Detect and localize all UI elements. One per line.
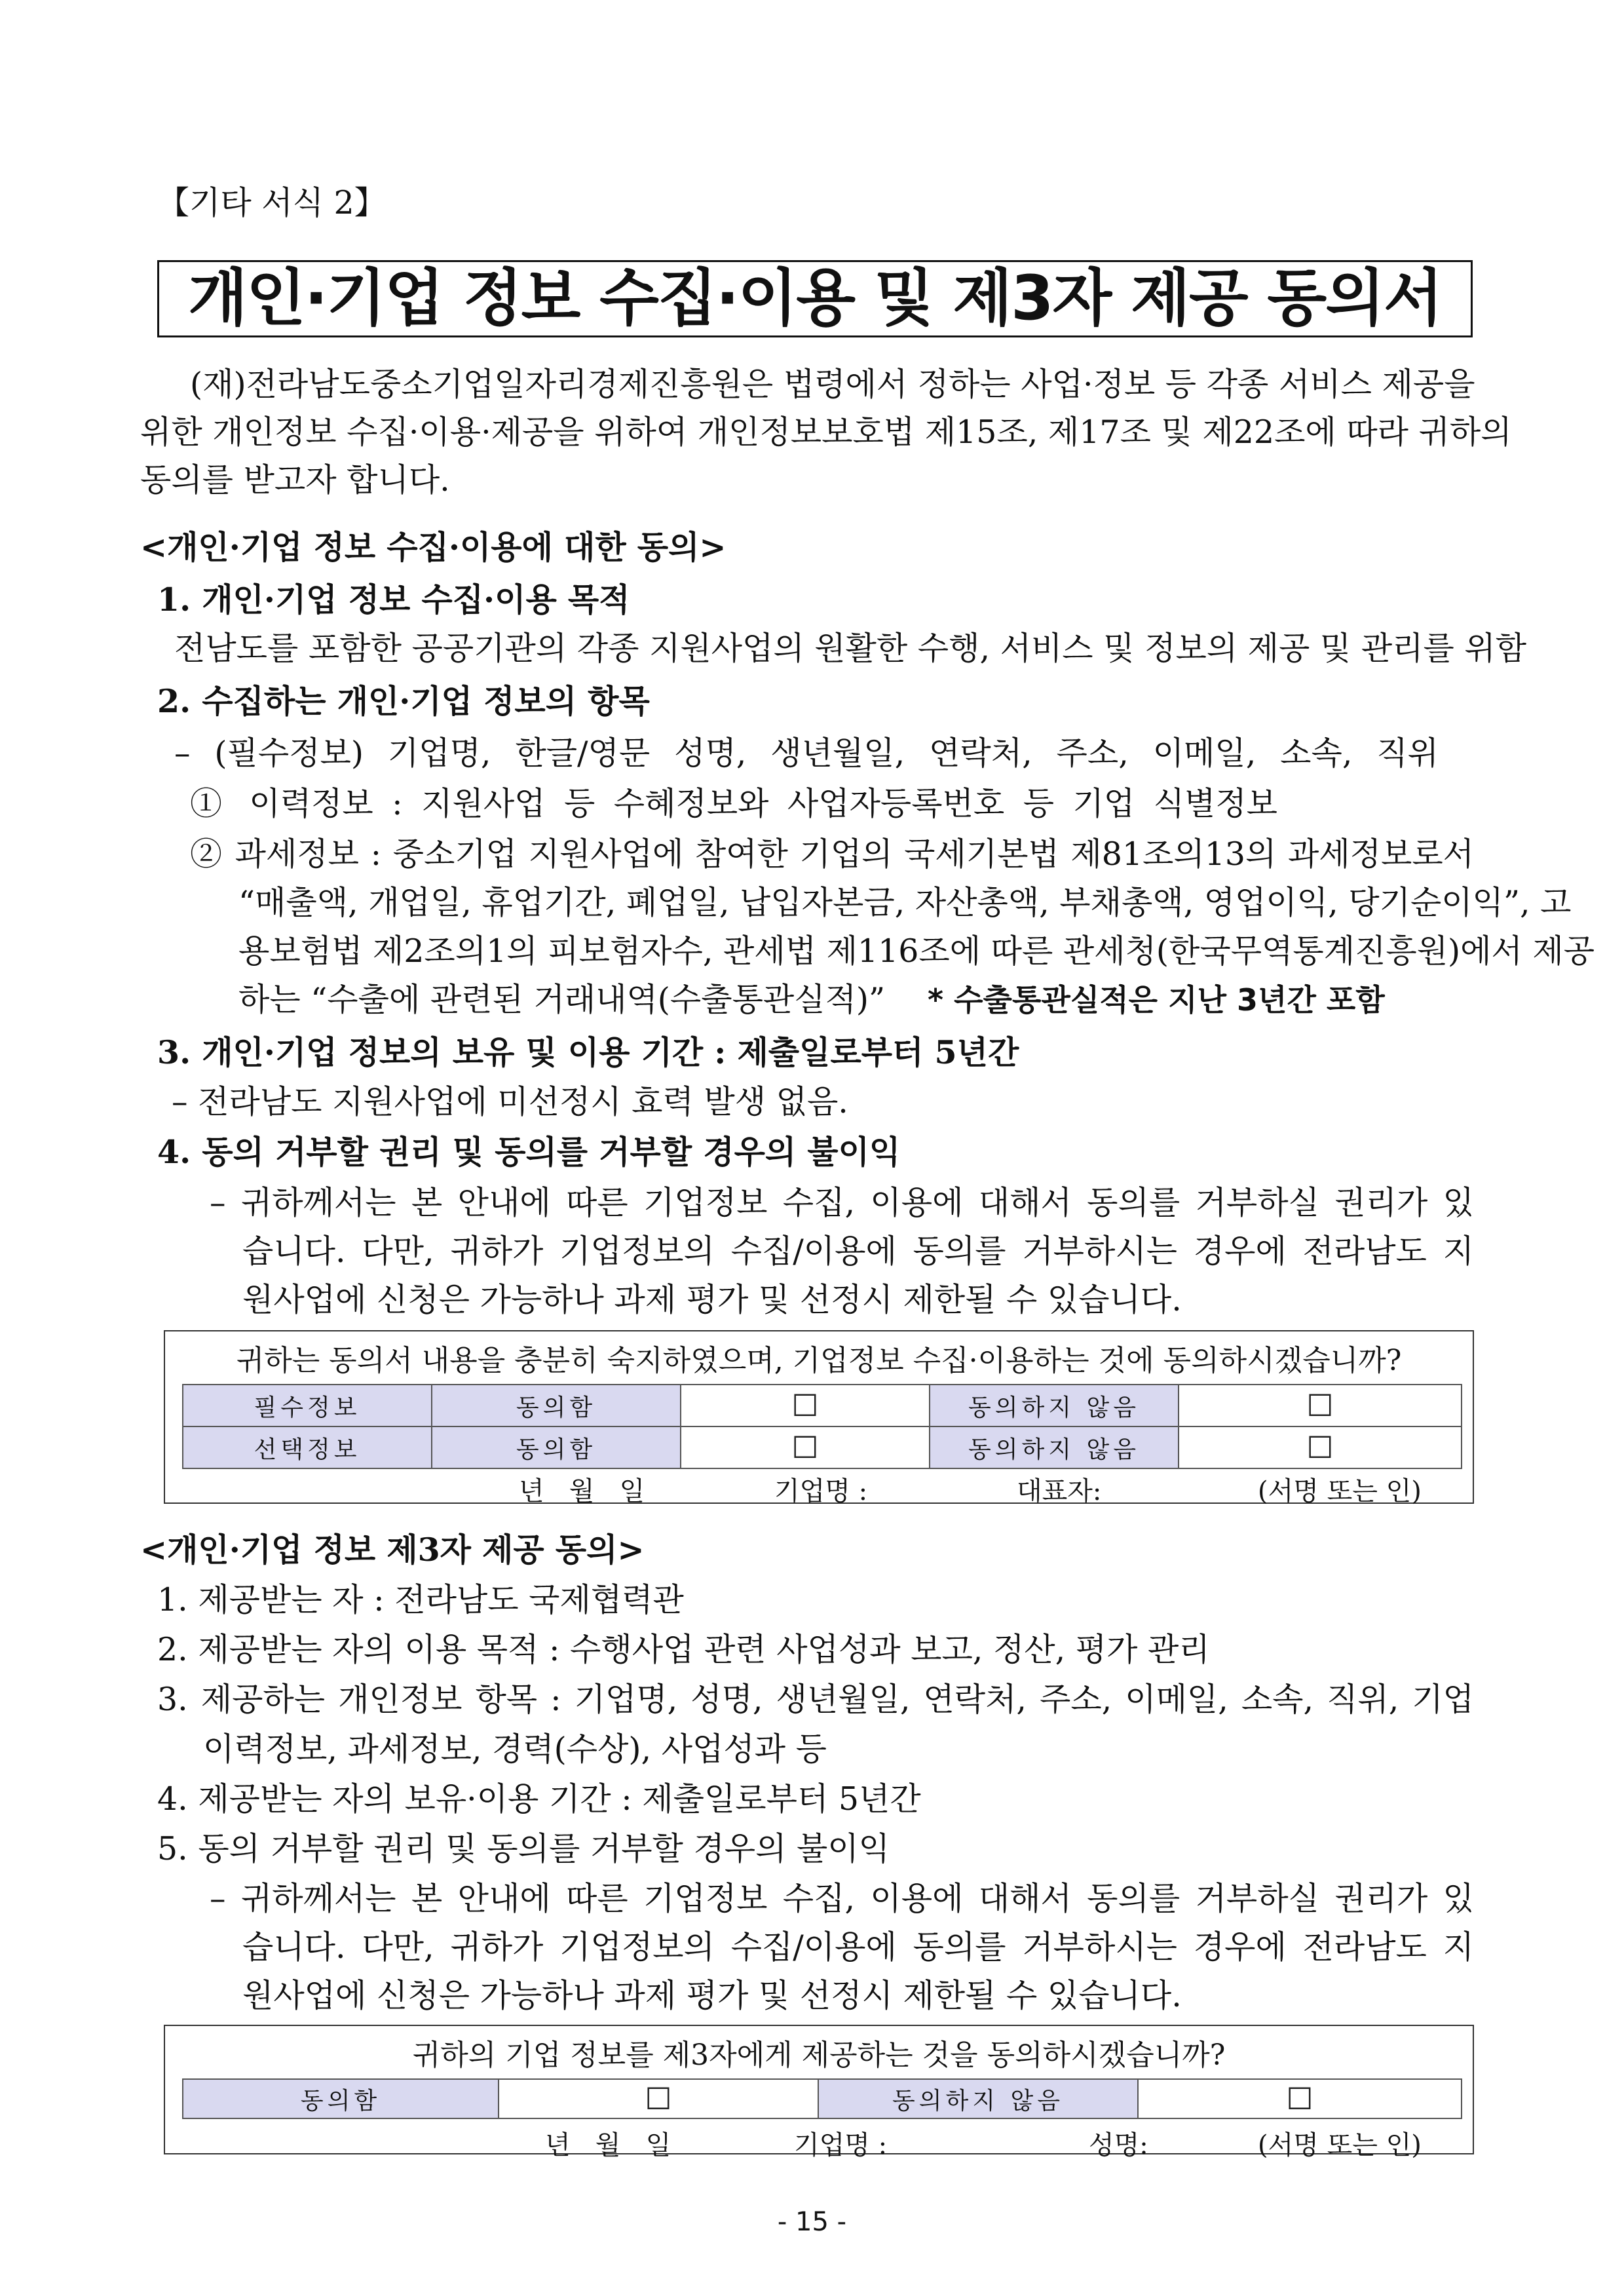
s2-item5-line3: 원사업에 신청은 가능하나 과제 평가 및 선정시 제한될 수 있습니다. — [242, 1977, 1182, 2014]
s2-line-5: 5. 동의 거부할 권리 및 동의를 거부할 경우의 불이익 — [157, 1830, 890, 1867]
s1-item2-required: – (필수정보) 기업명, 한글/영문 성명, 생년월일, 연락처, 주소, 이메일, 소속, 직위 — [174, 735, 1439, 772]
s2-item5-line2: 습니다. 다만, 귀하가 기업정보의 수집/이용에 동의를 거부하시는 경우에 전라남도 지 — [242, 1928, 1474, 1966]
s2-line-3: 3. 제공하는 개인정보 항목 : 기업명, 성명, 생년월일, 연락처, 주소, 이메일, 소속, 직위, 기업 — [157, 1681, 1474, 1718]
title-box — [157, 260, 1473, 337]
consent2-table — [182, 2078, 1462, 2119]
s1-item4-line2: 습니다. 다만, 귀하가 기업정보의 수집/이용에 동의를 거부하시는 경우에 전라남도 지 — [242, 1233, 1474, 1270]
optional-agree-checkbox[interactable]: ☐ — [791, 1430, 819, 1465]
consent2-date: 년 월 일 — [545, 2130, 671, 2160]
consent1-question: 귀하는 동의서 내용을 충분히 숙지하였으며, 기업정보 수집·이용하는 것에 동의하시겠습니까? — [236, 1344, 1402, 1377]
s1-item2-opt2-line2: “매출액, 개업일, 휴업기간, 폐업일, 납입자본금, 자산총액, 부채총액, 영업이익, 당기순이익”, 고 — [238, 884, 1572, 921]
s1-item2-opt1: ① 이력정보 : 지원사업 등 수혜정보와 사업자등록번호 등 기업 식별정보 — [190, 785, 1277, 822]
consent2-row — [183, 2079, 1462, 2118]
s1-item4-line3: 원사업에 신청은 가능하나 과제 평가 및 선정시 제한될 수 있습니다. — [242, 1281, 1182, 1318]
s1-item2-opt2-line4: 하는 “수출에 관련된 거래내역(수출통관실적)” — [238, 981, 886, 1018]
provide-disagree-checkbox[interactable]: ☐ — [1286, 2081, 1313, 2116]
s1-item2-note: * 수출통관실적은 지난 3년간 포함 — [928, 982, 1385, 1018]
s1-item1-title: 1. 개인·기업 정보 수집·이용 목적 — [157, 581, 630, 619]
required-disagree-checkbox[interactable]: ☐ — [1306, 1388, 1334, 1423]
consent1-sign-label: (서명 또는 인) — [1258, 1476, 1422, 1506]
required-disagree-label: 동의하지 않음 — [930, 1385, 1179, 1426]
section1-heading: <개인·기업 정보 수집·이용에 대한 동의> — [140, 528, 727, 566]
s1-item2-opt2-line1: ② 과세정보 : 중소기업 지원사업에 참여한 기업의 국세기본법 제81조의13의 과세정보로서 — [190, 835, 1474, 873]
required-agree-checkbox[interactable]: ☐ — [791, 1388, 819, 1423]
s1-item3-title: 3. 개인·기업 정보의 보유 및 이용 기간 : 제출일로부터 5년간 — [157, 1033, 1019, 1071]
s1-item3-body: – 전라남도 지원사업에 미선정시 효력 발생 없음. — [172, 1083, 848, 1120]
consent-box-1 — [164, 1330, 1474, 1504]
consent-box-2 — [164, 2025, 1474, 2160]
page-number: - 15 - — [777, 2207, 847, 2237]
consent2-sign-label: (서명 또는 인) — [1258, 2130, 1422, 2160]
s2-line-1: 1. 제공받는 자 : 전라남도 국제협력관 — [157, 1581, 684, 1618]
s1-item2-title: 2. 수집하는 개인·기업 정보의 항목 — [157, 682, 650, 720]
intro-line-1: (재)전라남도중소기업일자리경제진흥원은 법령에서 정하는 사업·정보 등 각종 서비스 제공을 — [190, 366, 1475, 403]
s2-line-2: 2. 제공받는 자의 이용 목적 : 수행사업 관련 사업성과 보고, 정산, 평가 관리 — [157, 1631, 1210, 1668]
consent2-question: 귀하의 기업 정보를 제3자에게 제공하는 것을 동의하시겠습니까? — [412, 2038, 1226, 2072]
s2-line-3-cont: 이력정보, 과세정보, 경력(수상), 사업성과 등 — [203, 1731, 827, 1768]
provide-agree-label: 동의함 — [183, 2079, 499, 2118]
consent1-date: 년 월 일 — [519, 1476, 645, 1506]
intro-line-2: 위한 개인정보 수집·이용·제공을 위하여 개인정보보호법 제15조, 제17조 및 제22조에 따라 귀하의 — [140, 413, 1512, 451]
consent2-company-label: 기업명 : — [794, 2130, 888, 2160]
form-label: 【기타 서식 2】 — [157, 184, 387, 221]
provide-agree-checkbox[interactable]: ☐ — [645, 2081, 672, 2116]
optional-info-label: 선택정보 — [183, 1426, 432, 1468]
s1-item4-line1: – 귀하께서는 본 안내에 따른 기업정보 수집, 이용에 대해서 동의를 거부하실 권리가 있 — [210, 1184, 1474, 1221]
document-title: 개인·기업 정보 수집·이용 및 제3자 제공 동의서 — [188, 263, 1442, 334]
optional-agree-label: 동의함 — [432, 1426, 681, 1468]
s1-item2-opt2-line3: 용보험법 제2조의1의 피보험자수, 관세법 제116조에 따른 관세청(한국무역통계진흥원)에서 제공 — [238, 932, 1595, 970]
consent2-name-label: 성명: — [1089, 2130, 1148, 2160]
section2-heading: <개인·기업 정보 제3자 제공 동의> — [140, 1531, 645, 1569]
required-agree-label: 동의함 — [432, 1385, 681, 1426]
consent1-table — [182, 1384, 1462, 1469]
optional-disagree-checkbox[interactable]: ☐ — [1306, 1430, 1334, 1465]
s2-line-4: 4. 제공받는 자의 보유·이용 기간 : 제출일로부터 5년간 — [157, 1780, 921, 1818]
consent1-row-required — [183, 1385, 1462, 1426]
s1-item1-body: 전남도를 포함한 공공기관의 각종 지원사업의 원활한 수행, 서비스 및 정보의 제공 및 관리를 위함 — [174, 630, 1527, 667]
consent1-company-label: 기업명 : — [774, 1476, 868, 1506]
provide-disagree-label: 동의하지 않음 — [818, 2079, 1138, 2118]
intro-line-3: 동의를 받고자 합니다. — [140, 461, 450, 499]
s2-item5-line1: – 귀하께서는 본 안내에 따른 기업정보 수집, 이용에 대해서 동의를 거부하실 권리가 있 — [210, 1880, 1474, 1917]
consent1-representative-label: 대표자: — [1017, 1476, 1102, 1506]
consent1-row-optional — [183, 1426, 1462, 1468]
s1-item4-title: 4. 동의 거부할 권리 및 동의를 거부할 경우의 불이익 — [157, 1133, 901, 1171]
required-info-label: 필수정보 — [183, 1385, 432, 1426]
optional-disagree-label: 동의하지 않음 — [930, 1426, 1179, 1468]
